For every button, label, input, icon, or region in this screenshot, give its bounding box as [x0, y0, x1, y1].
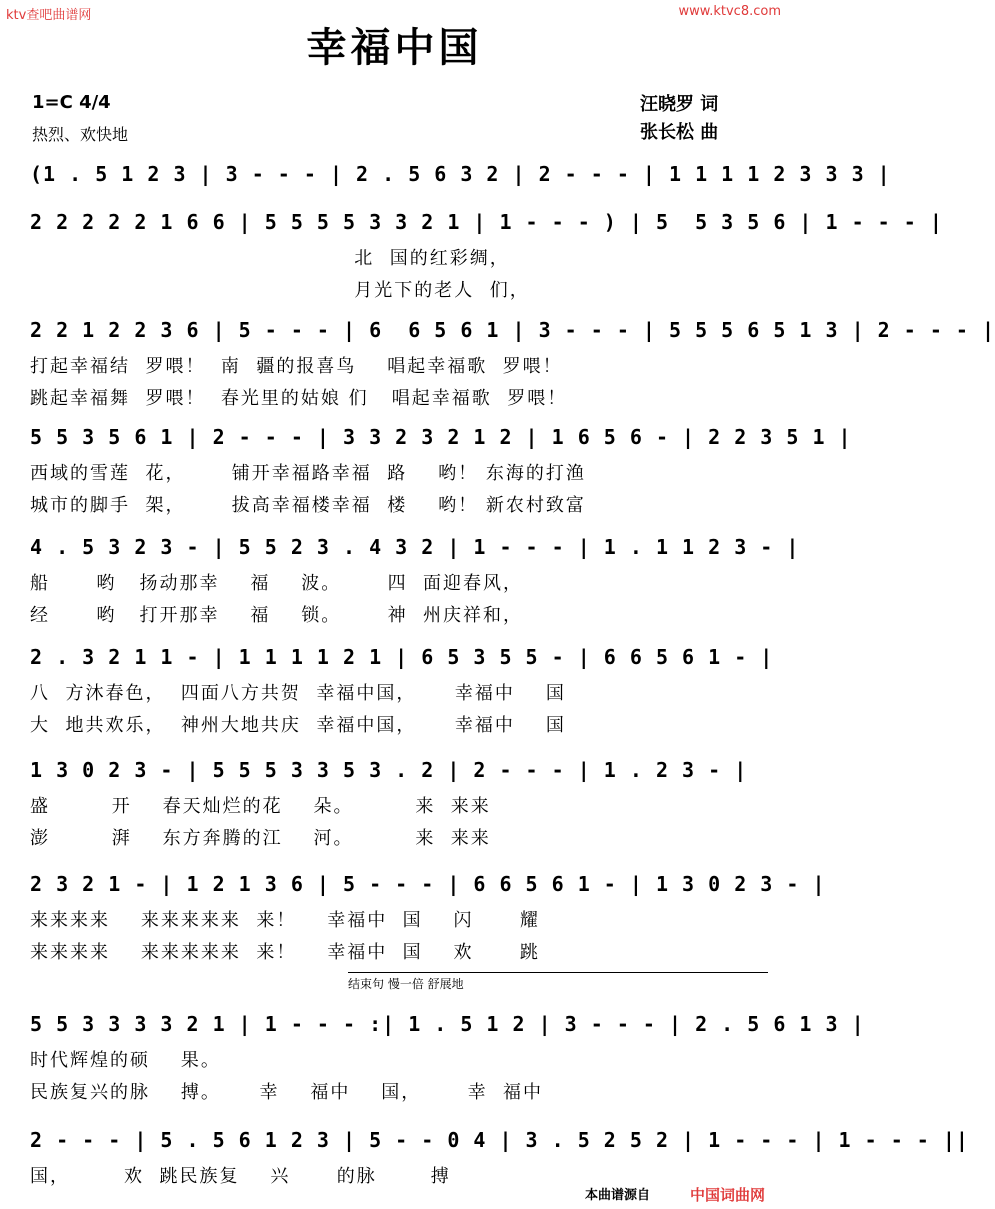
song-title: 幸福中国: [306, 25, 483, 71]
key-signature: 1=C 4/4: [32, 92, 111, 113]
source-site: 中国词曲网: [690, 1186, 766, 1204]
lyric-line: 澎 湃 东方奔腾的江 河。 来 来来: [30, 828, 491, 849]
lyric-line: 民族复兴的脉 搏。 幸 福中 国， 幸 福中: [30, 1082, 544, 1103]
lyric-line: 船 哟 扬动那幸 福 波。 四 面迎春风，: [30, 573, 524, 594]
lyric-line: 西域的雪莲 花， 铺开幸福路幸福 路 哟！ 东海的打渔: [30, 463, 586, 484]
notation-line: 5 5 3 5 6 1 | 2 - - - | 3 3 2 3 2 1 2 | 1 6 5 6 - | 2 2 3 5 1 |: [30, 425, 852, 449]
source-note: 本曲谱源自: [585, 1188, 651, 1203]
lyric-line: 国， 欢 跳民族复 兴 的脉 搏: [30, 1166, 451, 1187]
notation-line: 5 5 3 3 3 3 2 1 | 1 - - - :| 1 . 5 1 2 | 3 - - - | 2 . 5 6 1 3 |: [30, 1012, 865, 1036]
notation-line: 4 . 5 3 2 3 - | 5 5 2 3 . 4 3 2 | 1 - - - | 1 . 1 1 2 3 - |: [30, 535, 800, 559]
lyric-line: 北 国的红彩绸，: [30, 248, 510, 269]
notation-line: 2 3 2 1 - | 1 2 1 3 6 | 5 - - - | 6 6 5 6 1 - | 1 3 0 2 3 - |: [30, 872, 826, 896]
tempo-marking: 热烈、欢快地: [32, 125, 129, 144]
watermark-right: www.ktvc8.com: [678, 4, 781, 19]
notation-line: 2 - - - | 5 . 5 6 1 2 3 | 5 - - 0 4 | 3 . 5 2 5 2 | 1 - - - | 1 - - - ||: [30, 1128, 969, 1152]
lyric-line: 时代辉煌的硕 果。: [30, 1050, 221, 1071]
lyric-line: 跳起幸福舞 罗喂！ 春光里的姑娘 们 唱起幸福歌 罗喂！: [30, 388, 568, 409]
lyric-line: 大 地共欢乐， 神州大地共庆 幸福中国， 幸福中 国: [30, 715, 566, 736]
lyric-line: 八 方沐春色， 四面八方共贺 幸福中国， 幸福中 国: [30, 683, 566, 704]
lyric-line: 来来来来 来来来来来 来！ 幸福中 国 闪 耀: [30, 910, 540, 931]
lyricist: 汪晓罗 词: [640, 94, 719, 115]
notation-line: (1 . 5 1 2 3 | 3 - - - | 2 . 5 6 3 2 | 2 - - - | 1 1 1 1 2 3 3 3 |: [30, 162, 891, 186]
lyric-line: 盛 开 春天灿烂的花 朵。 来 来来: [30, 796, 491, 817]
lyric-line: 城市的脚手 架， 拔高幸福楼幸福 楼 哟！ 新农村致富: [30, 495, 586, 516]
notation-line: 2 2 2 2 2 1 6 6 | 5 5 5 5 3 3 2 1 | 1 - - - ) | 5 5 3 5 6 | 1 - - - |: [30, 210, 943, 234]
lyric-line: 来来来来 来来来来来 来！ 幸福中 国 欢 跳: [30, 942, 540, 963]
composer: 张长松 曲: [640, 122, 719, 143]
notation-line: 2 2 1 2 2 3 6 | 5 - - - | 6 6 5 6 1 | 3 - - - | 5 5 5 6 5 1 3 | 2 - - - |: [30, 318, 995, 342]
lyric-line: 月光下的老人 们，: [30, 280, 530, 301]
ending-marking: 结束句 慢一倍 舒展地: [348, 972, 768, 992]
lyric-line: 经 哟 打开那幸 福 锁。 神 州庆祥和，: [30, 605, 524, 626]
notation-line: 2 . 3 2 1 1 - | 1 1 1 1 2 1 | 6 5 3 5 5 - | 6 6 5 6 1 - |: [30, 645, 774, 669]
lyric-line: 打起幸福结 罗喂！ 南 疆的报喜鸟 唱起幸福歌 罗喂！: [30, 356, 563, 377]
watermark-left: ktv查吧曲谱网: [6, 8, 92, 23]
notation-line: 1 3 0 2 3 - | 5 5 5 3 3 5 3 . 2 | 2 - - - | 1 . 2 3 - |: [30, 758, 748, 782]
